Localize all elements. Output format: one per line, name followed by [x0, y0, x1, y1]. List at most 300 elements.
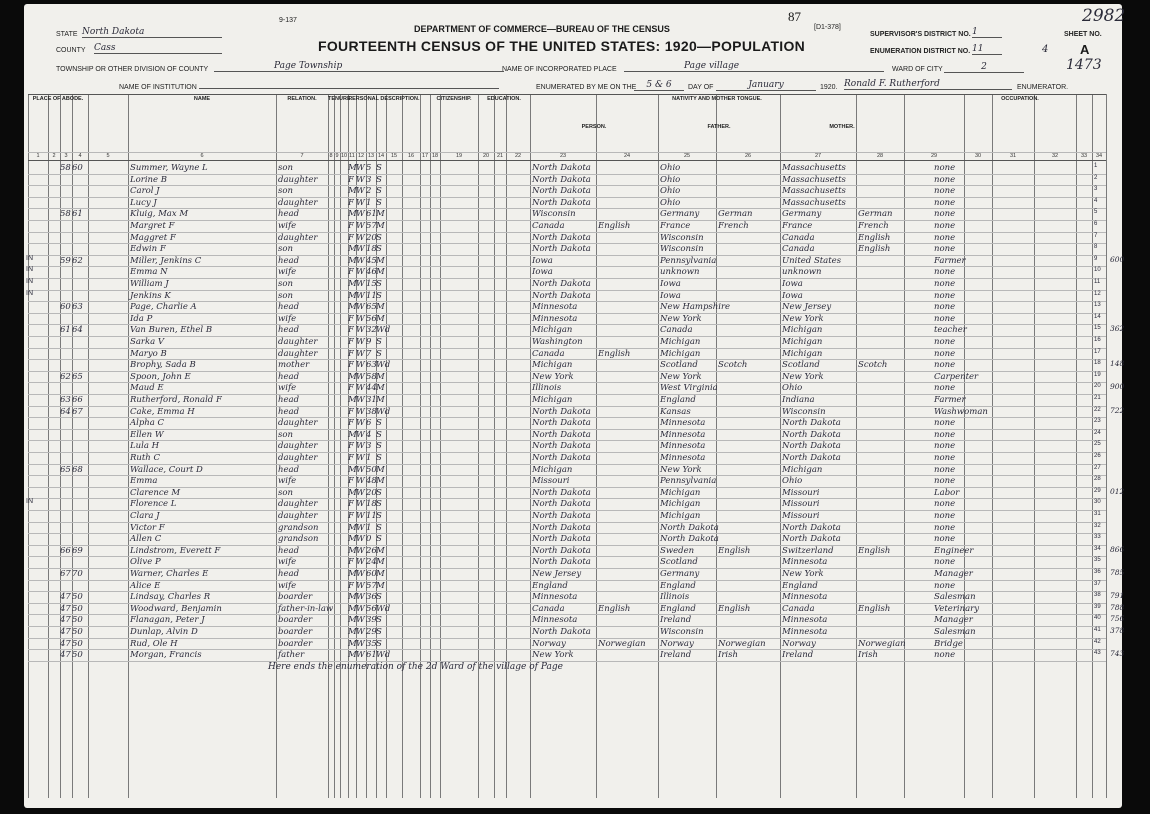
column-number: 34	[1095, 153, 1103, 159]
father-birthplace: Michigan	[660, 511, 701, 521]
race: W	[356, 638, 365, 649]
father-tongue: English	[718, 545, 751, 556]
age: 58	[366, 371, 377, 382]
birthplace: North Dakota	[532, 441, 591, 452]
column-number: 29	[930, 153, 938, 159]
sex: F	[348, 325, 354, 336]
column-rule	[716, 94, 717, 798]
row-number: 13	[1094, 302, 1101, 309]
column-rule	[60, 94, 61, 798]
race: W	[356, 244, 365, 255]
relation: mother	[278, 360, 310, 371]
birthplace: North Dakota	[532, 429, 591, 440]
race: W	[356, 650, 365, 661]
age: 35	[366, 638, 377, 649]
occupation: none	[934, 302, 956, 313]
column-number: 3	[64, 153, 68, 159]
mother-birthplace: North Dakota	[782, 429, 841, 440]
occupation: Manager	[934, 569, 973, 579]
margin-number: 756	[1110, 614, 1125, 624]
mother-birthplace: Indiana	[782, 395, 815, 405]
row-number: 30	[1094, 499, 1101, 506]
column-number: 27	[814, 153, 822, 159]
relation: head	[278, 209, 300, 220]
row-number: 22	[1094, 406, 1101, 413]
marital-status: M	[376, 464, 385, 475]
column-number: 23	[559, 153, 567, 159]
column-number: 21	[496, 153, 504, 159]
column-rule	[478, 94, 479, 798]
person-name: William J	[130, 279, 169, 289]
marital-status: M	[376, 569, 385, 579]
sex: M	[348, 209, 357, 220]
row-number: 29	[1094, 487, 1101, 494]
race: W	[356, 627, 365, 637]
person-name: Maryo B	[130, 348, 167, 359]
father-birthplace: North Dakota	[660, 534, 719, 545]
person-name: Emma N	[130, 267, 168, 278]
race: W	[356, 313, 365, 324]
age: 57	[366, 580, 377, 591]
occupation: none	[934, 348, 956, 359]
mother-birthplace: Ohio	[782, 383, 803, 394]
marital-status: S	[376, 232, 382, 243]
father-birthplace: Wisconsin	[660, 244, 704, 255]
marital-status: Wd	[376, 650, 391, 661]
margin-number: 788	[1110, 602, 1125, 612]
occupation: none	[934, 174, 956, 185]
mother-birthplace: North Dakota	[782, 441, 841, 452]
person-name: Allen C	[130, 534, 162, 545]
dwelling-number: 60	[60, 302, 71, 313]
marital-status: S	[376, 348, 382, 359]
dwelling-number: 58	[60, 209, 71, 220]
sex: M	[348, 627, 357, 637]
person-name: Lorine B	[130, 174, 167, 185]
sex: F	[348, 406, 354, 417]
birthplace: North Dakota	[532, 511, 591, 521]
father-birthplace: Minnesota	[660, 441, 706, 452]
marital-status: S	[376, 487, 382, 498]
dwelling-number: 47	[60, 650, 71, 661]
father-birthplace: Minnesota	[660, 453, 706, 463]
subheader-mother: MOTHER.	[829, 124, 855, 130]
row-number: 23	[1094, 418, 1101, 425]
marital-status: S	[376, 244, 382, 255]
mother-tongue: English	[598, 221, 631, 231]
marital-status: S	[376, 174, 382, 185]
father-tongue: French	[718, 221, 749, 231]
mother-birthplace: United States	[782, 255, 842, 266]
family-number: 63	[72, 302, 83, 313]
column-number: 1	[36, 153, 40, 159]
sex: F	[348, 557, 354, 568]
person-name: Spoon, John E	[130, 371, 191, 382]
form-id: [D1-378]	[814, 24, 841, 31]
birthplace: Norway	[532, 638, 566, 649]
person-name: Olive P	[130, 557, 161, 568]
sex: F	[348, 267, 354, 278]
sex: F	[348, 580, 354, 591]
marital-status: M	[376, 302, 385, 313]
age: 60	[366, 569, 377, 579]
age: 29	[366, 627, 377, 637]
person-name: Jenkins K	[130, 290, 171, 301]
row-number: 3	[1094, 186, 1098, 193]
relation: head	[278, 464, 300, 475]
occupation: none	[934, 418, 956, 429]
column-rule	[1076, 94, 1077, 798]
birthplace: North Dakota	[532, 174, 591, 185]
birthplace: Minnesota	[532, 313, 578, 324]
occupation: none	[934, 313, 956, 324]
birthplace: North Dakota	[532, 244, 591, 255]
margin-mark: IN	[26, 498, 33, 506]
mother-birthplace: Germany	[782, 209, 822, 220]
column-rule	[420, 94, 421, 798]
relation: son	[278, 279, 293, 289]
father-birthplace: Germany	[660, 569, 700, 579]
dwelling-number: 65	[60, 464, 71, 475]
person-name: Victor F	[130, 522, 165, 533]
mother-tongue: Norwegian	[598, 638, 646, 649]
margin-mark: IN	[26, 266, 33, 274]
sex: M	[348, 592, 357, 603]
father-birthplace: Pennsylvania	[660, 476, 717, 487]
family-number: 67	[72, 406, 83, 417]
occupation: Farmer	[934, 255, 966, 266]
father-birthplace: Minnesota	[660, 429, 706, 440]
enumerated-year: 1920.	[820, 84, 838, 91]
age: 20	[366, 487, 377, 498]
father-birthplace: Michigan	[660, 337, 701, 347]
birthplace: Canada	[532, 221, 565, 231]
margin-number: 362	[1110, 324, 1125, 334]
birthplace: North Dakota	[532, 418, 591, 429]
mother-birthplace: Michigan	[782, 337, 823, 347]
race: W	[356, 395, 365, 405]
father-birthplace: Wisconsin	[660, 232, 704, 243]
header-bottom-rule	[28, 160, 1106, 161]
race: W	[356, 418, 365, 429]
marital-status: Wd	[376, 406, 391, 417]
sex: M	[348, 163, 357, 173]
relation: daughter	[278, 232, 318, 243]
row-number: 38	[1094, 592, 1101, 599]
column-rule	[780, 94, 781, 798]
state-label: STATE	[56, 31, 78, 38]
enumerated-day: 5 & 6	[634, 80, 684, 91]
birthplace: North Dakota	[532, 197, 591, 208]
sex: M	[348, 279, 357, 289]
mother-birthplace: Minnesota	[782, 592, 828, 603]
age: 3	[366, 174, 372, 185]
person-name: Rutherford, Ronald F	[130, 395, 222, 405]
sex: F	[348, 221, 354, 231]
father-birthplace: Ohio	[660, 174, 681, 185]
person-name: Maggret F	[130, 232, 176, 243]
page-number: 87	[788, 9, 801, 24]
column-rule	[440, 94, 441, 798]
birthplace: Canada	[532, 603, 565, 614]
column-number: 2	[52, 153, 56, 159]
dwelling-number: 61	[60, 325, 71, 336]
birthplace: New Jersey	[532, 569, 582, 579]
mother-birthplace: Canada	[782, 232, 815, 243]
place-value: Page village	[624, 61, 884, 72]
race: W	[356, 603, 365, 614]
occupation: none	[934, 429, 956, 440]
column-rule	[48, 94, 49, 798]
margin-number: 600	[1110, 254, 1125, 264]
birthplace: North Dakota	[532, 534, 591, 545]
mother-birthplace: Michigan	[782, 464, 823, 475]
row-number: 5	[1094, 209, 1098, 216]
dwelling-number: 63	[60, 395, 71, 405]
sex: F	[348, 313, 354, 324]
birthplace: Illinois	[532, 383, 562, 394]
age: 46	[366, 267, 377, 278]
mother-birthplace: Massachusetts	[782, 197, 846, 208]
father-birthplace: New York	[660, 371, 702, 382]
person-name: Morgan, Francis	[130, 650, 202, 661]
marital-status: M	[376, 383, 385, 394]
marital-status: M	[376, 545, 385, 556]
race: W	[356, 290, 365, 301]
row-number: 12	[1094, 290, 1101, 297]
marital-status: S	[376, 534, 382, 545]
age: 39	[366, 615, 377, 626]
sex: M	[348, 487, 357, 498]
relation: son	[278, 290, 293, 301]
person-name: Brophy, Sada B	[130, 360, 196, 371]
dwelling-number: 47	[60, 592, 71, 603]
column-number: 33	[1080, 153, 1088, 159]
sex: F	[348, 197, 354, 208]
row-number: 19	[1094, 371, 1101, 378]
relation: daughter	[278, 418, 318, 429]
birthplace: Michigan	[532, 360, 573, 371]
race: W	[356, 615, 365, 626]
mother-birthplace: New York	[782, 569, 824, 579]
column-rule	[402, 94, 403, 798]
occupation: none	[934, 534, 956, 545]
column-rule	[276, 94, 277, 798]
row-number: 31	[1094, 511, 1101, 517]
birthplace: Wisconsin	[532, 209, 576, 220]
row-number: 14	[1094, 313, 1101, 320]
enumerator-signature: Ronald F. Rutherford	[844, 79, 1012, 90]
relation: son	[278, 244, 293, 255]
age: 26	[366, 545, 377, 556]
marital-status: S	[376, 592, 382, 603]
mother-birthplace: North Dakota	[782, 522, 841, 533]
occupation: Salesman	[934, 627, 976, 637]
row-number: 34	[1094, 545, 1101, 552]
census-grid	[26, 94, 1125, 798]
column-rule	[1034, 94, 1035, 798]
relation: head	[278, 371, 300, 382]
column-rule	[1092, 94, 1093, 798]
dwelling-number: 47	[60, 638, 71, 649]
mother-birthplace: Iowa	[782, 279, 803, 289]
family-number: 60	[72, 163, 83, 173]
ward-value: 2	[944, 62, 1024, 73]
birthplace: North Dakota	[532, 232, 591, 243]
mother-birthplace: Canada	[782, 603, 815, 614]
row-number: 21	[1094, 395, 1101, 401]
relation: boarder	[278, 638, 313, 649]
occupation: Bridge	[934, 638, 963, 649]
mother-birthplace: Ohio	[782, 476, 803, 487]
family-number: 70	[72, 569, 83, 579]
relation: son	[278, 487, 293, 498]
township-value: Page Township	[214, 61, 504, 72]
marital-status: M	[376, 580, 385, 591]
relation: wife	[278, 557, 297, 568]
occupation: none	[934, 163, 956, 173]
column-number: 15	[390, 153, 398, 159]
age: 63	[366, 360, 377, 371]
occupation: none	[934, 197, 956, 208]
column-number: 25	[683, 153, 691, 159]
father-birthplace: Wisconsin	[660, 627, 704, 637]
column-group-title: PLACE OF ABODE.	[32, 96, 84, 102]
dwelling-number: 59	[60, 255, 71, 266]
relation: head	[278, 545, 300, 556]
mother-birthplace: Massachusetts	[782, 163, 846, 173]
birthplace: North Dakota	[532, 557, 591, 568]
relation: son	[278, 186, 293, 197]
race: W	[356, 174, 365, 185]
mother-birthplace: Minnesota	[782, 627, 828, 637]
sex: M	[348, 569, 357, 579]
mother-tongue-mother: Norwegian	[858, 638, 906, 649]
family-number: 50	[72, 603, 83, 614]
supervisor-label: SUPERVISOR'S DISTRICT NO.	[870, 31, 971, 38]
family-number: 68	[72, 464, 83, 475]
column-rule	[494, 94, 495, 798]
mother-birthplace: Ireland	[782, 650, 814, 661]
row-number: 9	[1094, 255, 1098, 262]
row-number: 18	[1094, 360, 1101, 367]
race: W	[356, 232, 365, 243]
relation: daughter	[278, 511, 318, 521]
enumerated-month: January	[716, 80, 816, 91]
person-name: Lindstrom, Everett F	[130, 545, 221, 556]
marital-status: M	[376, 395, 385, 405]
sex: M	[348, 615, 357, 626]
age: 20	[366, 232, 377, 243]
race: W	[356, 267, 365, 278]
person-name: Kluig, Max M	[130, 209, 189, 220]
dwelling-number: 47	[60, 603, 71, 614]
sex: M	[348, 395, 357, 405]
relation: head	[278, 325, 300, 336]
sex: M	[348, 429, 357, 440]
margin-number: 378	[1110, 626, 1125, 635]
family-number: 50	[72, 638, 83, 649]
relation: wife	[278, 267, 297, 278]
column-rule	[334, 94, 335, 798]
marital-status: S	[376, 453, 382, 463]
column-group-title: EDUCATION.	[487, 96, 521, 102]
occupation: none	[934, 279, 956, 289]
father-birthplace: North Dakota	[660, 522, 719, 533]
mother-birthplace: Massachusetts	[782, 186, 846, 197]
relation: boarder	[278, 627, 313, 637]
mother-birthplace: Minnesota	[782, 615, 828, 626]
row-number: 42	[1094, 638, 1101, 645]
age: 61	[366, 650, 377, 661]
race: W	[356, 163, 365, 173]
sex: M	[348, 186, 357, 197]
age: 5	[366, 163, 372, 173]
family-number: 69	[72, 545, 83, 556]
race: W	[356, 545, 365, 556]
person-name: Clara J	[130, 511, 160, 521]
birthplace: North Dakota	[532, 279, 591, 289]
marital-status: S	[376, 197, 382, 208]
sex: M	[348, 522, 357, 533]
mother-birthplace: Minnesota	[782, 557, 828, 568]
person-name: Cake, Emma H	[130, 406, 195, 417]
mother-birthplace: North Dakota	[782, 534, 841, 545]
column-rule	[88, 94, 89, 798]
occupation: none	[934, 209, 956, 220]
person-name: Ellen W	[130, 429, 164, 440]
row-number: 11	[1094, 279, 1101, 285]
father-birthplace: Iowa	[660, 279, 681, 289]
marital-status: M	[376, 267, 385, 278]
occupation: Washwoman	[934, 406, 988, 417]
mother-birthplace: England	[782, 580, 818, 591]
race: W	[356, 279, 365, 289]
race: W	[356, 487, 365, 498]
column-group-title: OCCUPATION.	[1001, 96, 1039, 102]
father-birthplace: Ireland	[660, 615, 692, 626]
relation: son	[278, 163, 293, 173]
marital-status: S	[376, 279, 382, 289]
sex: F	[348, 232, 354, 243]
person-name: Maud E	[130, 383, 164, 394]
person-name: Summer, Wayne L	[130, 163, 208, 173]
person-name: Warner, Charles E	[130, 569, 209, 579]
row-number: 8	[1094, 244, 1098, 251]
relation: grandson	[278, 522, 319, 533]
column-number: 8	[329, 153, 333, 159]
column-number: 7	[300, 153, 304, 159]
race: W	[356, 371, 365, 382]
mother-tongue: English	[598, 348, 631, 359]
person-name: Ida P	[130, 313, 153, 324]
birthplace: Iowa	[532, 267, 553, 278]
race: W	[356, 569, 365, 579]
father-birthplace: Ohio	[660, 197, 681, 208]
mother-birthplace: Scotland	[782, 360, 820, 371]
column-rule	[28, 94, 29, 798]
father-birthplace: England	[660, 580, 696, 591]
column-number: 4	[78, 153, 82, 159]
row-number: 40	[1094, 615, 1101, 622]
column-rule	[530, 94, 531, 798]
age: 61	[366, 209, 377, 220]
place-label: NAME OF INCORPORATED PLACE	[502, 66, 617, 73]
margin-number: 791	[1110, 591, 1125, 601]
sex: F	[348, 174, 354, 185]
person-name: Alpha C	[130, 418, 165, 429]
age: 1	[366, 453, 372, 463]
